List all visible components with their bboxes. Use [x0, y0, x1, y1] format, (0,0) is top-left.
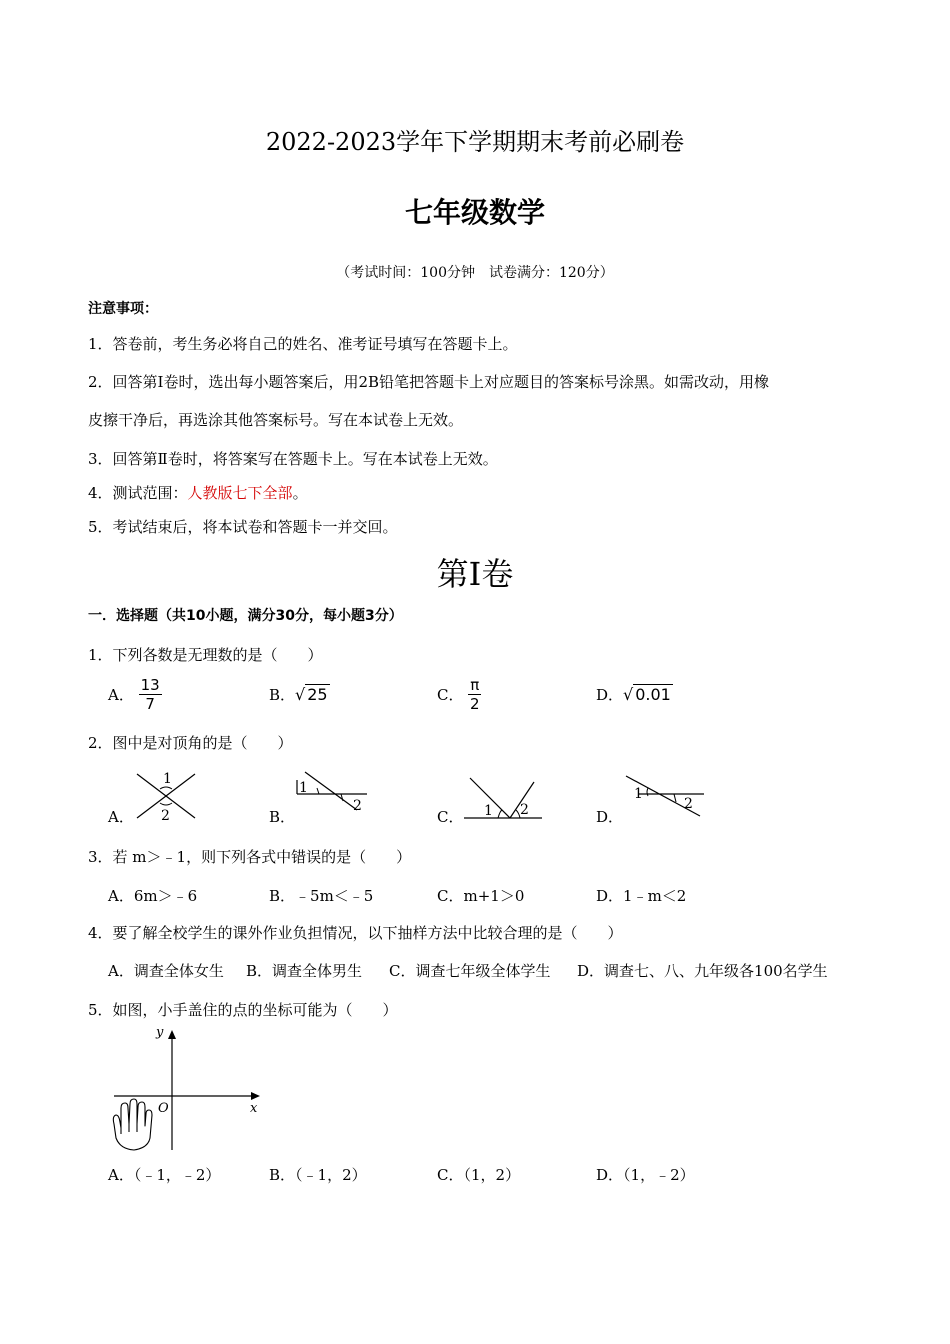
q1-a-denominator: 7 [145, 695, 155, 713]
q5-option-a: A．（﹣1，﹣2） [108, 1166, 221, 1184]
q2-b-angle-2: 2 [353, 798, 362, 814]
section-heading: 一．选择题（共10小题，满分30分，每小题3分） [88, 608, 403, 624]
q1-option-b [269, 684, 330, 705]
q2-b-arc-1 [317, 788, 319, 794]
notice-item-2-line-2: 皮擦干净后，再选涂其他答案标号。写在本试卷上无效。 [88, 411, 464, 429]
notice-item-1: 1．答卷前，考生务必将自己的姓名、准考证号填写在答题卡上。 [88, 335, 518, 353]
q2-d-angle-1: 1 [634, 786, 643, 802]
q3-option-d: D．1﹣m＜2 [596, 887, 687, 905]
q1-a-label: A． [108, 686, 134, 704]
y-axis-label: y [156, 1025, 164, 1040]
q2-b-arc-2 [341, 794, 343, 801]
q1-a-fraction [139, 676, 162, 713]
question-2-stem: 2．图中是对顶角的是（ ） [88, 734, 293, 752]
q2-figure-c [462, 774, 546, 822]
notice-item-2-line-1: 2．回答第Ⅰ卷时，选出每小题答案后，用2B铅笔把答题卡上对应题目的答案标号涂黑。如需改动，用橡 [88, 373, 770, 391]
notice-item-5: 5．考试结束后，将本试卷和答题卡一并交回。 [88, 518, 398, 536]
q1-b-label: B． [269, 686, 296, 704]
q2-b-label: B． [269, 808, 296, 826]
q2-figure-b [295, 770, 375, 814]
q2-a-arc-top [160, 787, 172, 789]
x-axis-arrow-icon [251, 1092, 260, 1100]
volume-title: 第Ⅰ卷 [436, 555, 514, 593]
q4-option-c: C．调查七年级全体学生 [389, 962, 551, 980]
x-axis-label: x [250, 1101, 258, 1116]
origin-label: O [158, 1101, 169, 1116]
q1-c-fraction [468, 676, 481, 713]
sqrt-icon: √ [295, 685, 306, 704]
q1-d-label: D． [596, 686, 624, 704]
q5-coordinate-figure [104, 1020, 274, 1156]
question-3-stem: 3．若 m＞﹣1，则下列各式中错误的是（ ） [88, 848, 412, 866]
q2-a-angle-1: 1 [163, 771, 172, 787]
q1-c-label: C． [437, 686, 464, 704]
q2-c-label: C． [437, 808, 464, 826]
q2-a-angle-2: 2 [161, 808, 170, 824]
q1-d-sqrt [623, 684, 673, 704]
q2-a-label: A． [108, 808, 134, 826]
q2-b-transversal [305, 772, 357, 810]
notice-item-4 [88, 482, 308, 503]
q4-option-a: A．调查全体女生 [108, 962, 224, 980]
q2-figure-d [624, 772, 708, 820]
question-5-stem: 5．如图，小手盖住的点的坐标可能为（ ） [88, 1001, 398, 1019]
q5-option-d: D．（1，﹣2） [596, 1166, 695, 1184]
q1-option-a [108, 676, 162, 713]
q3-option-a: A．6m＞﹣6 [108, 887, 198, 905]
y-axis-arrow-icon [168, 1030, 176, 1039]
notice-item-4-prefix: 4．测试范围： [88, 484, 188, 502]
exam-info: （考试时间：100分钟 试卷满分：120分） [336, 265, 614, 281]
q2-b-angle-1: 1 [299, 780, 308, 796]
q1-option-d [596, 684, 673, 705]
q4-option-d: D．调查七、八、九年级各100名学生 [577, 962, 828, 980]
subject-title: 七年级数学 [404, 196, 545, 229]
q2-c-arc-1 [498, 810, 502, 818]
question-4-stem: 4．要了解全校学生的课外作业负担情况，以下抽样方法中比较合理的是（ ） [88, 924, 623, 942]
q2-d-arc-2 [674, 794, 676, 802]
q2-a-arc-bottom [160, 803, 172, 805]
q2-c-angle-2: 2 [520, 802, 529, 818]
q1-d-radicand: 0.01 [635, 685, 671, 704]
q1-c-denominator: 2 [470, 695, 480, 713]
q5-option-b: B．（﹣1，2） [269, 1166, 367, 1184]
q2-d-label: D． [596, 808, 624, 826]
q1-b-sqrt [295, 684, 330, 704]
q2-d-arc-1 [647, 788, 648, 796]
q2-c-angle-1: 1 [484, 803, 493, 819]
test-scope: 人教版七下全部 [187, 484, 293, 502]
q1-c-numerator: π [470, 676, 480, 694]
hand-icon [113, 1099, 152, 1150]
q3-option-c: C．m+1＞0 [437, 887, 525, 905]
notice-item-4-suffix: 。 [292, 484, 308, 502]
notice-heading: 注意事项： [88, 301, 158, 317]
question-1-stem: 1．下列各数是无理数的是（ ） [88, 646, 323, 664]
q1-option-c [437, 676, 481, 713]
q1-b-radicand: 25 [307, 685, 328, 704]
q1-a-numerator: 13 [140, 676, 160, 694]
q3-option-b: B．﹣5m＜﹣5 [269, 887, 374, 905]
q2-d-angle-2: 2 [684, 796, 693, 812]
exam-title: 2022-2023学年下学期期末考前必刷卷 [265, 128, 685, 156]
q4-option-b: B．调查全体男生 [246, 962, 363, 980]
q2-figure-a [133, 768, 203, 824]
notice-item-3: 3．回答第Ⅱ卷时，将答案写在答题卡上。写在本试卷上无效。 [88, 450, 498, 468]
sqrt-icon: √ [623, 685, 634, 704]
q5-option-c: C．（1，2） [437, 1166, 521, 1184]
